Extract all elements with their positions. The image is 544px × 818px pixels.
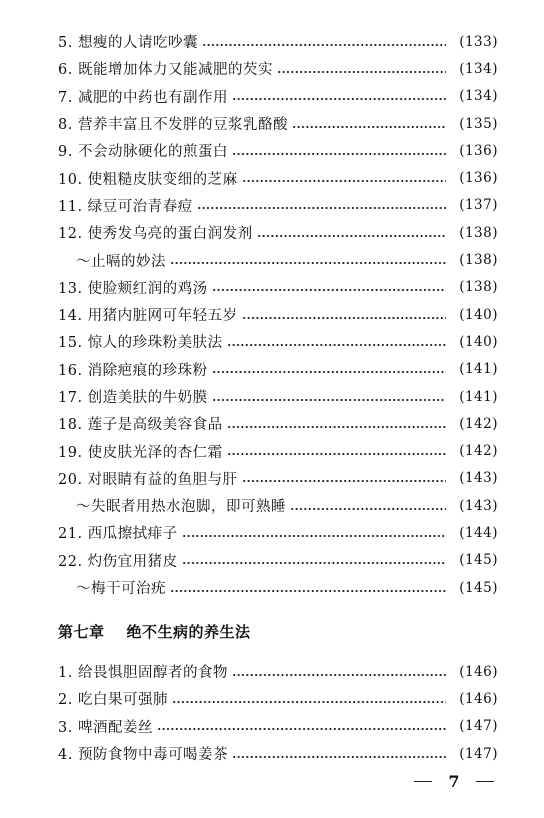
dot-leader [212, 362, 446, 376]
dot-leader [242, 308, 446, 322]
toc-entry-page: (146) [459, 690, 498, 707]
toc-entry [58, 301, 498, 328]
toc-entry-title: 2. 吃白果可强肺 [58, 692, 168, 709]
toc-entry [58, 28, 498, 55]
toc-entry [58, 519, 498, 546]
toc-entry-page: (145) [459, 579, 498, 596]
toc-subentry [58, 492, 498, 519]
toc-entry-title: 10. 使粗糙皮肤变细的芝麻 [58, 171, 238, 188]
dot-leader [227, 335, 446, 349]
toc-entry-page: (147) [459, 745, 498, 762]
page-number: 7 [448, 772, 460, 791]
toc-entry [58, 410, 498, 437]
dot-leader [257, 226, 446, 240]
toc-entry [58, 713, 498, 740]
dot-leader [232, 144, 446, 158]
toc-entry-page: (141) [459, 361, 498, 378]
dot-leader [292, 117, 446, 131]
dot-leader [182, 526, 446, 540]
toc-entry-title: 5. 想瘦的人请吃吵囊 [58, 35, 198, 52]
toc-entry-title: 8. 营养丰富且不发胖的豆浆乳酪酸 [58, 117, 288, 134]
toc-entry-page: (140) [459, 306, 498, 323]
toc-entry [58, 328, 498, 355]
footer-dash-right [476, 781, 494, 782]
toc-entry [58, 658, 498, 685]
toc-entry-page: (136) [459, 142, 498, 159]
dot-leader [212, 280, 446, 294]
toc-entry [58, 547, 498, 574]
toc-subentry-title: ～梅干可治疣 [76, 581, 166, 598]
toc-entry-page: (137) [459, 197, 498, 214]
toc-entry-title: 19. 使皮肤光泽的杏仁霜 [58, 444, 223, 461]
toc-entry-page: (142) [459, 415, 498, 432]
dot-leader [277, 62, 446, 76]
toc-entry-title: 15. 惊人的珍珠粉美肤法 [58, 335, 223, 352]
toc-entry-page: (134) [459, 88, 498, 105]
toc-entry-page: (135) [459, 115, 498, 132]
toc-entry-page: (143) [459, 497, 498, 514]
toc-entry [58, 137, 498, 164]
dot-leader [157, 719, 446, 733]
toc-entry-page: (134) [459, 60, 498, 77]
toc-entry-page: (140) [459, 333, 498, 350]
toc-entry [58, 83, 498, 110]
toc-entry [58, 356, 498, 383]
toc-entry [58, 274, 498, 301]
toc-entry-title: 6. 既能增加体力又能减肥的芡实 [58, 62, 273, 79]
toc-entry-title: 21. 西瓜擦拭痱子 [58, 526, 178, 543]
dot-leader [182, 553, 446, 567]
dot-leader [227, 417, 446, 431]
toc-entry-title: 20. 对眼睛有益的鱼胆与肝 [58, 471, 238, 488]
toc-entry-title: 13. 使脸颊红润的鸡汤 [58, 280, 208, 297]
toc-entry [58, 164, 498, 191]
toc-entry-page: (138) [459, 224, 498, 241]
chapter-title: 绝不生病的养生法 [126, 623, 251, 641]
toc-entry-page: (142) [459, 443, 498, 460]
toc-entry-page: (133) [459, 33, 498, 50]
toc-entry [58, 219, 498, 246]
toc-entry-title: 7. 减肥的中药也有副作用 [58, 89, 228, 106]
dot-leader [172, 692, 446, 706]
toc-entry-title: 4. 预防食物中毒可喝姜茶 [58, 747, 228, 764]
chapter-heading [58, 621, 251, 642]
toc-entry-title: 9. 不会动脉硬化的煎蛋白 [58, 144, 228, 161]
toc-entry [58, 685, 498, 712]
dot-leader [202, 35, 446, 49]
toc-entry-page: (136) [459, 170, 498, 187]
toc-entry-page: (146) [459, 663, 498, 680]
dot-leader [232, 665, 446, 679]
toc-entry [58, 192, 498, 219]
toc-entry-title: 3. 啤酒配姜丝 [58, 719, 153, 736]
toc-list-part2 [58, 658, 498, 767]
toc-entry-page: (141) [459, 388, 498, 405]
dot-leader [170, 581, 446, 595]
dot-leader [242, 471, 446, 485]
toc-entry-title: 22. 灼伤宜用猪皮 [58, 553, 178, 570]
toc-entry-title: 11. 绿豆可治青春痘 [58, 198, 193, 215]
footer-dash-left [414, 781, 432, 782]
toc-entry-page: (145) [459, 552, 498, 569]
dot-leader [212, 390, 446, 404]
toc-entry-title: 12. 使秀发乌亮的蛋白润发剂 [58, 226, 253, 243]
toc-entry [58, 465, 498, 492]
toc-entry [58, 740, 498, 767]
dot-leader [197, 198, 446, 212]
toc-entry [58, 110, 498, 137]
toc-entry [58, 437, 498, 464]
toc-entry-page: (144) [459, 524, 498, 541]
dot-leader [232, 89, 446, 103]
page-footer [414, 772, 494, 791]
dot-leader [227, 444, 446, 458]
chapter-number: 第七章 [58, 623, 105, 641]
toc-list-part1 [58, 28, 498, 601]
toc-subentry-title: ～失眠者用热水泡脚，即可熟睡 [76, 499, 286, 516]
toc-entry-page: (143) [459, 470, 498, 487]
toc-subentry [58, 246, 498, 273]
toc-entry-title: 17. 创造美肤的牛奶膜 [58, 390, 208, 406]
toc-entry [58, 383, 498, 410]
toc-entry-title: 18. 莲子是高级美容食品 [58, 417, 223, 434]
toc-entry-title: 16. 消除疤痕的珍珠粉 [58, 362, 208, 379]
toc-subentry [58, 574, 498, 601]
toc-entry-page: (147) [459, 718, 498, 735]
dot-leader [170, 253, 446, 267]
toc-entry-title: 14. 用猪内脏网可年轻五岁 [58, 308, 238, 325]
toc-entry-title: 1. 给畏惧胆固醇者的食物 [58, 665, 228, 682]
dot-leader [232, 747, 446, 761]
dot-leader [290, 499, 446, 513]
toc-entry [58, 55, 498, 82]
toc-entry-page: (138) [459, 252, 498, 269]
toc-subentry-title: ～止嗝的妙法 [76, 253, 166, 270]
dot-leader [242, 171, 446, 185]
toc-entry-page: (138) [459, 279, 498, 296]
